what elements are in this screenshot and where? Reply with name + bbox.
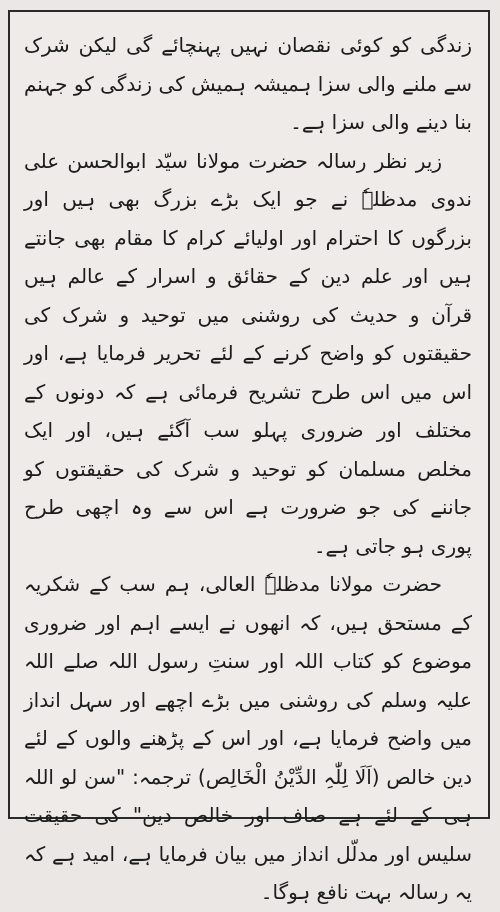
document-body bbox=[24, 26, 472, 912]
document-page bbox=[8, 10, 490, 904]
paragraph: زندگی کو کوئی نقصان نہیں پہنچائے گی لیکن شرک سے ملنے والی سزا ہمیشہ ہمیش کی زندگی کو جہنم بنا دینے والی سزا ہے۔ bbox=[24, 33, 472, 134]
paragraph: حضرت مولانا مدظلہٗ العالی، ہم سب کے شکریہ کے مستحق ہیں، کہ انھوں نے ایسے اہم اور ضروری موضوع کو کتاب اللہ اور سنتِ رسول اللہ صلے اللہ علیہ وسلم کی روشنی میں بڑے اچھے اور سہل انداز میں واضح فرمایا ہے، اور اس کے پڑھنے والوں کے لئے دین خالص (اَلَا لِلّٰہِ الدِّیْنُ الْخَالِص) ترجمہ: "سن لو اللہ ہی کے لئے ہے صاف اور خالص دین" کی حقیقت سلیس اور مدلّل انداز میں بیان فرمایا ہے، امید ہے کہ یہ رسالہ بہت نافع ہوگا۔ bbox=[24, 572, 472, 904]
paragraph: زیر نظر رسالہ حضرت مولانا سیّد ابوالحسن علی ندوی مدظلہٗ نے جو ایک بڑے بزرگ بھی ہیں اور بزرگوں کا احترام اور اولیائے کرام کا مقام بھی جانتے ہیں اور علم دین کے حقائق و اسرار کے عالم ہیں قرآن و حدیث کی روشنی میں توحید و شرک کی حقیقتوں کو واضح کرنے کے لئے تحریر فرمایا ہے، اور اس میں اس طرح تشریح فرمائی ہے کہ دونوں کے مختلف اور ضروری پہلو سب آگئے ہیں، اور ایک مخلص مسلمان کو توحید و شرک کی حقیقتوں کو جاننے کی جو ضرورت ہے اس سے وہ اچھی طرح پوری ہو جاتی ہے۔ bbox=[24, 148, 472, 558]
